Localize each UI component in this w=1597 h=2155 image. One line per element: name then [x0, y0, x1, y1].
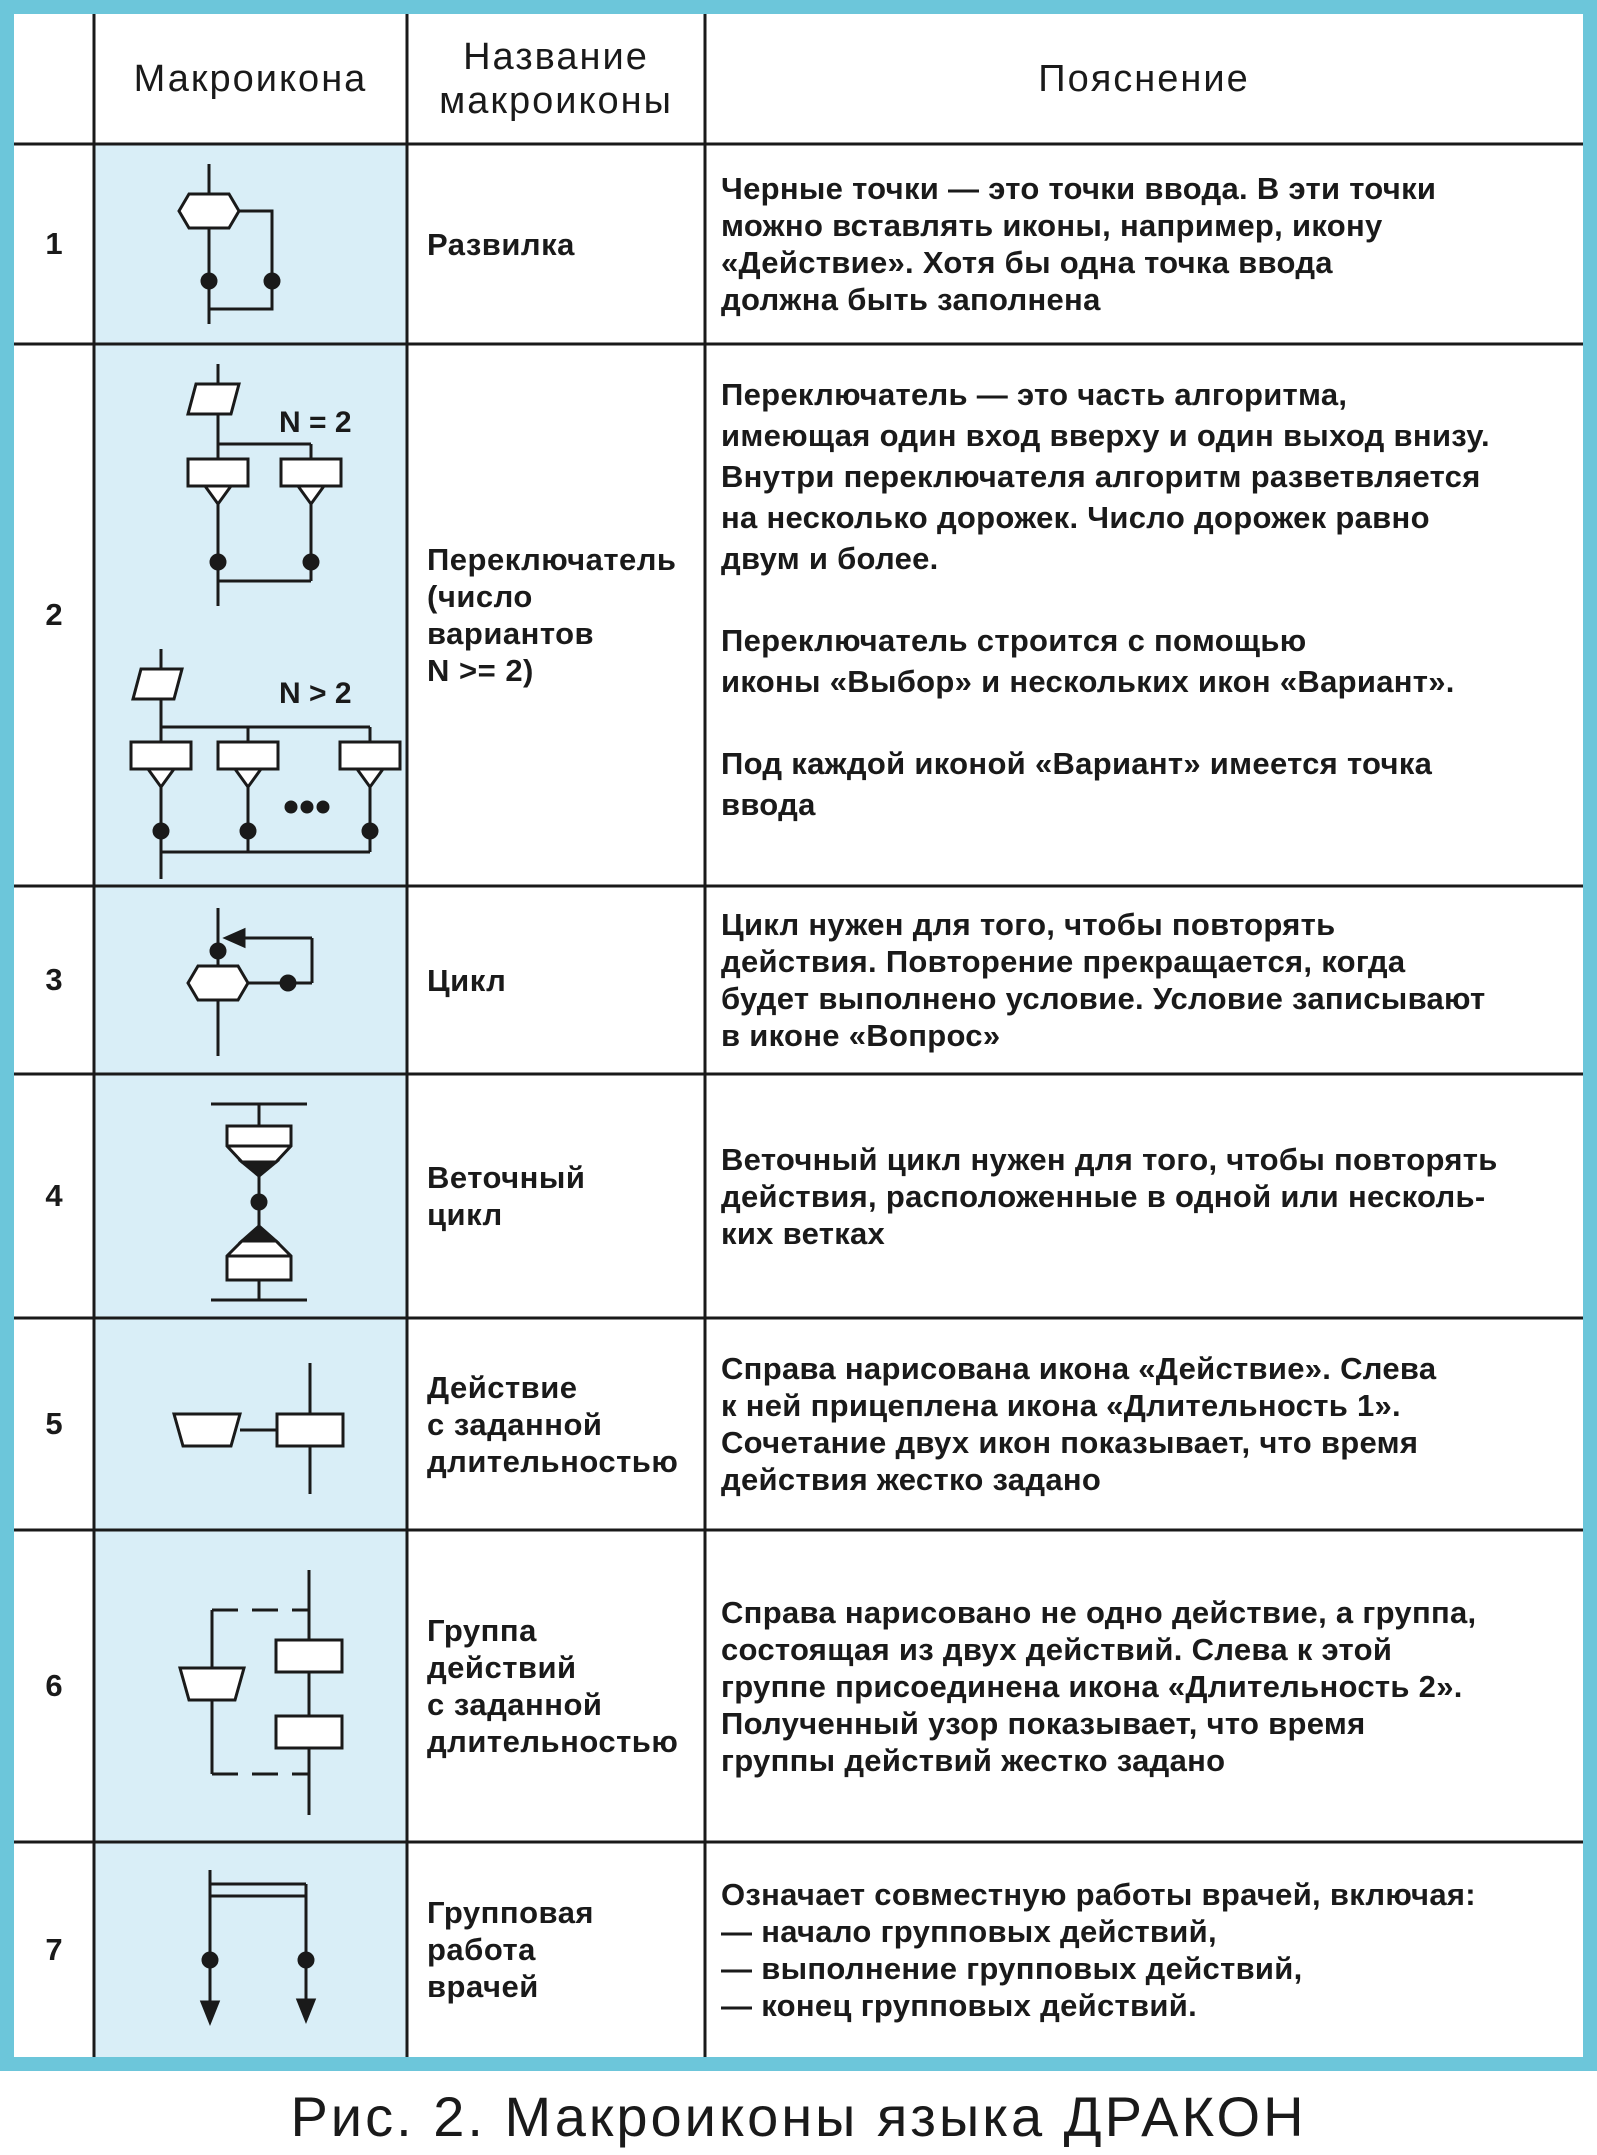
row-name: Групповая работа врачей: [427, 1895, 595, 2004]
label-n-equals-2: N = 2: [279, 406, 352, 439]
row-name: Развилка: [427, 226, 575, 262]
header-description: Пояснение: [1038, 58, 1250, 100]
macroicon-table: [14, 14, 1583, 2057]
row-name: Группа действий с заданной длительностью: [427, 1613, 679, 1759]
row-name: Действие с заданной длительностью: [427, 1369, 679, 1479]
header-name: Название макроиконы: [439, 36, 673, 122]
description-text: Черные точки — это точки ввода. В эти точки можно вставлять иконы, например, икону «Действие». Хотя бы одна точка ввода должна быть заполнена: [721, 171, 1437, 317]
description-text: Переключатель — это часть алгоритма, имеющая один вход вверху и один выход внизу. Внутри переключателя алгоритм разветвляется на несколько дорожек. Число дорожек равно двум и более. Переключатель строится с помощью иконы «Выбор» и нескольких икон «Вариант». Под каждой иконой «Вариант» имеется точка ввода: [721, 377, 1490, 822]
description-text: Справа нарисована икона «Действие». Слева к ней прицеплена икона «Длительность 1». Сочетание двух икон показывает, что время действия жестко задано: [721, 1351, 1437, 1497]
row-name: Цикл: [427, 962, 507, 998]
row-number: 1: [45, 226, 63, 261]
row-number: 4: [45, 1178, 63, 1213]
description-text: Означает совместную работы врачей, включая: — начало групповых действий, — выполнение групповых действий, — конец групповых действий.: [721, 1876, 1476, 2023]
label-n-greater-2: N > 2: [279, 677, 352, 710]
row-number: 5: [45, 1406, 63, 1441]
header-icon: Макроикона: [133, 58, 368, 100]
row-number: 3: [45, 962, 63, 997]
row-number: 2: [45, 597, 63, 632]
row-number: 7: [45, 1931, 63, 1967]
row-name: Переключатель (число вариантов N >= 2): [427, 542, 677, 688]
figure-caption: Рис. 2. Макроиконы языка ДРАКОН: [290, 2085, 1307, 2148]
description-text: Справа нарисовано не одно действие, а группа, состоящая из двух действий. Слева к этой группе присоединена икона «Длительность 2». Полученный узор показывает, что время группы действий жестко задано: [721, 1594, 1477, 1778]
table-grid-lines: [14, 14, 1583, 2057]
description-text: Веточный цикл нужен для того, чтобы повторять действия, расположенные в одной или несколь- ких ветках: [721, 1141, 1498, 1251]
description-text: Цикл нужен для того, чтобы повторять действия. Повторение прекращается, когда будет выполнено условие. Условие записывают в иконе «Вопрос»: [721, 907, 1486, 1053]
row-name: Веточный цикл: [427, 1160, 586, 1232]
row-number: 6: [45, 1668, 63, 1703]
